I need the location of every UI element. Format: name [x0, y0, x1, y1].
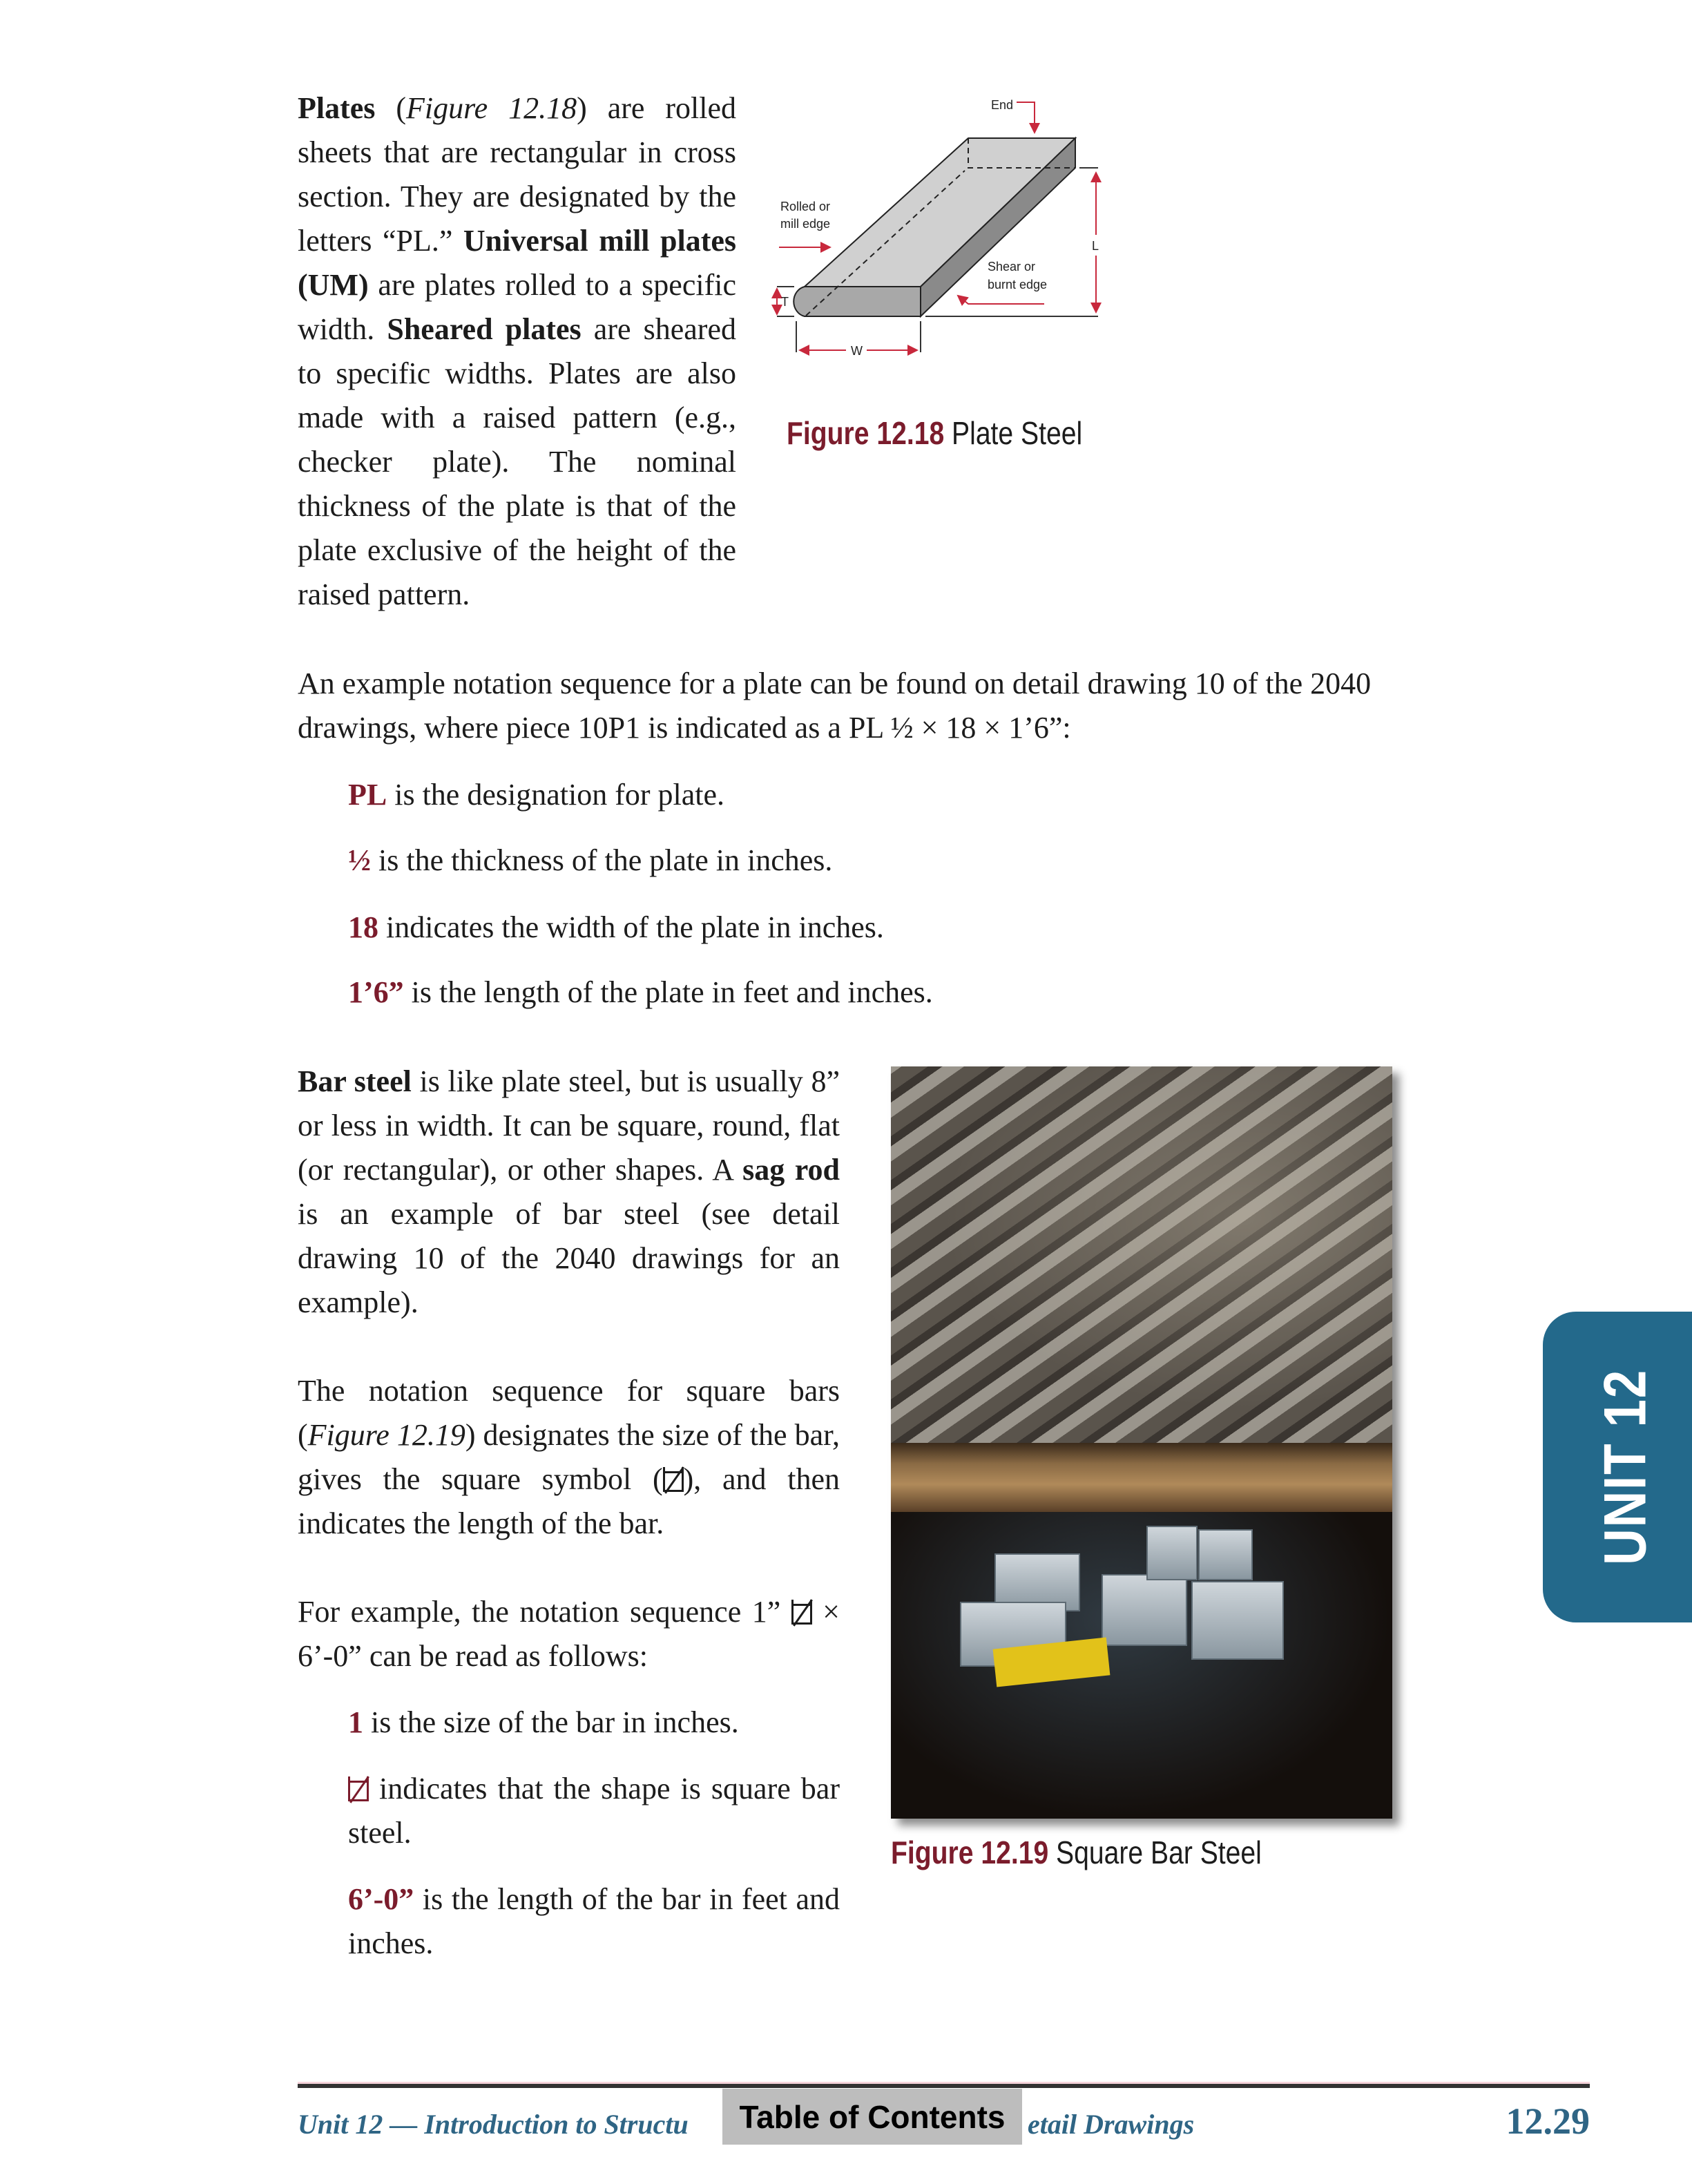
item-text: indicates the width of the plate in inches. [378, 910, 884, 944]
footer-title-end: etail Drawings [1028, 2109, 1195, 2140]
figure-12-19-caption [891, 1834, 1262, 1871]
figure-ref: Figure 12.19 [307, 1418, 465, 1452]
bar-steel-paragraph [298, 1060, 840, 1325]
footer-title-start: Unit 12 — Introduction to Structu [298, 2109, 689, 2140]
plate-item [348, 906, 884, 950]
shear-arrow [958, 296, 1044, 304]
label-burnt-edge: burnt edge [988, 278, 1048, 291]
term-um: Universal mill plates (UM) [298, 224, 736, 302]
footer-divider [298, 2082, 1590, 2088]
item-text: is the size of the bar in inches. [363, 1705, 739, 1739]
text: × 6’-0” can be read as follows: [298, 1595, 840, 1673]
bar-end [1146, 1526, 1198, 1580]
bar-end [1102, 1574, 1187, 1646]
text: ), and then indicates the length of the bar. [298, 1462, 840, 1540]
item-key: 6’-0” [348, 1882, 414, 1916]
item-key: 18 [348, 910, 378, 944]
plate-steel-diagram [760, 69, 1416, 428]
plate-item [348, 970, 933, 1015]
text: is an example of bar steel (see detail drawing 10 of the 2040 drawings for an example). [298, 1197, 840, 1319]
label-end: End [991, 98, 1014, 112]
plate-item [348, 773, 724, 817]
term-bar-steel: Bar steel [298, 1064, 412, 1098]
label-shear: Shear or [988, 260, 1036, 274]
term-sheared: Sheared plates [387, 312, 581, 346]
item-key: PL [348, 778, 387, 812]
square-symbol-icon [348, 1776, 369, 1801]
bar-item [348, 1767, 840, 1855]
unit-tab-label: UNIT 12 [1592, 1368, 1659, 1566]
text: For example, the notation sequence 1” [298, 1595, 791, 1629]
caption-text: Square Bar Steel [1048, 1835, 1262, 1870]
plate-front-face [794, 287, 921, 316]
plate-item [348, 839, 832, 883]
label-w: W [851, 344, 863, 358]
unit-tab[interactable] [1543, 1312, 1692, 1622]
plates-paragraph: Plates (Figure 12.18) are rolled sheets that are rectangular in cross section. They are designated by the letters “PL.” Universal mill plates (UM) are plates rolled to a specific width. Sheared plates are sheared to specific widths. Plates are also made with a raised pattern (e.g., checker plate). The nominal thickness of the plate is that of the plate exclusive of the height of the raised pattern. [298, 91, 736, 611]
example-paragraph: An example notation sequence for a plate can be found on detail drawing 10 of the 2040 drawings, where piece 10P1 is indicated as a PL ½ × 18 × 1’6”: [298, 667, 1372, 745]
item-text: is the designation for plate. [387, 778, 725, 812]
bar-end [1198, 1529, 1253, 1580]
item-text: is the length of the plate in feet and inches. [403, 975, 933, 1009]
text: are rolled sheets that are rectangular in cross section. They are designated by the letters “PL.” [298, 91, 736, 258]
bar-item [348, 1701, 840, 1745]
bar-ends-photo-bottom [891, 1512, 1392, 1819]
bar-end [1191, 1581, 1284, 1660]
wooden-beam [891, 1443, 1392, 1512]
term-sag-rod: sag rod [742, 1153, 840, 1187]
item-text: is the thickness of the plate in inches. [371, 843, 833, 877]
text: ) designates the size of the bar, gives the square symbol ( [298, 1418, 840, 1496]
page-number: 12.29 [1506, 2100, 1590, 2142]
square-bar-steel-photo [891, 1066, 1392, 1819]
end-arrow [1017, 102, 1035, 133]
item-text: is the length of the bar in feet and inches. [348, 1882, 840, 1960]
label-mill-edge: mill edge [780, 217, 831, 231]
text: The notation sequence for square bars ( [298, 1374, 840, 1452]
for-example-paragraph [298, 1590, 840, 1678]
square-symbol-icon [791, 1600, 812, 1625]
text: is like plate steel, but is usually 8” or less in width. It can be square, round, flat (or rectangular), or other shapes. A [298, 1064, 840, 1187]
stacked-bars-photo-top [891, 1066, 1392, 1443]
label-rolled: Rolled or [780, 200, 831, 213]
caption-text: Plate Steel [944, 415, 1083, 451]
figure-ref: Figure 12.18 [406, 91, 577, 125]
label-t: T [781, 295, 789, 309]
bar-item [348, 1877, 840, 1966]
label-l: L [1092, 239, 1099, 253]
caption-number: Figure 12.18 [787, 415, 945, 451]
table-of-contents-button[interactable]: Table of Contents [722, 2089, 1022, 2145]
caption-number: Figure 12.19 [891, 1835, 1049, 1870]
term-plates: Plates [298, 91, 376, 125]
figure-12-18-caption [787, 414, 1082, 452]
notation-paragraph [298, 1369, 840, 1546]
text: are sheared to specific widths. Plates are also made with a raised pattern (e.g., checker plate). The nominal thickness of the plate is that of the plate exclusive of the height of the raised pattern. [298, 312, 736, 611]
item-key: ½ [348, 843, 371, 877]
text: are plates rolled to a specific width. [298, 268, 736, 346]
item-text: indicates that the shape is square bar steel. [348, 1772, 840, 1850]
square-symbol-icon [663, 1467, 684, 1492]
item-key: 1’6” [348, 975, 404, 1009]
item-key: 1 [348, 1705, 363, 1739]
